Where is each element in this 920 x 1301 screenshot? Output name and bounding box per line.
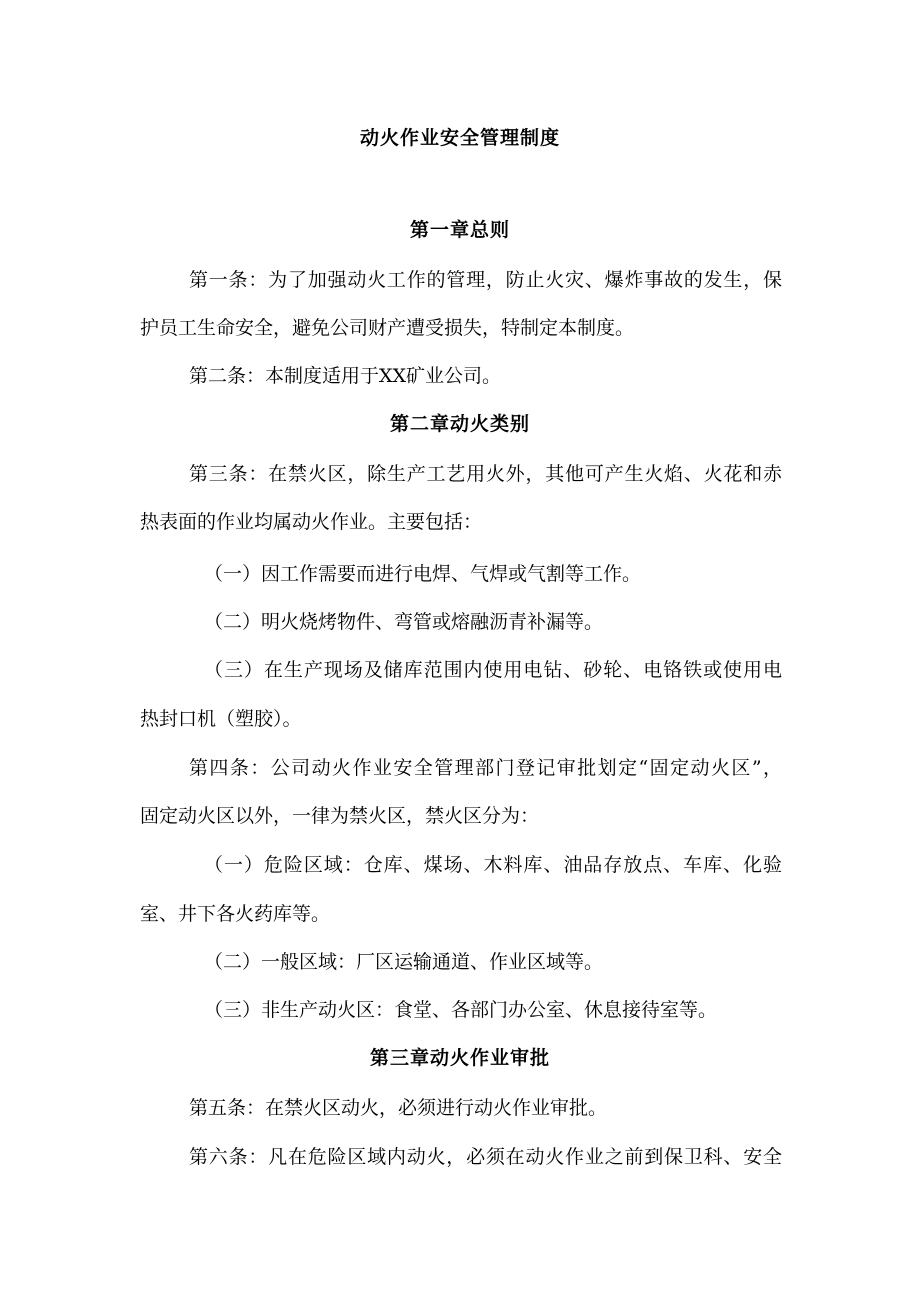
article-6-line-1: 第六条：凡在危险区域内动火，必须在动火作业之前到保卫科、安全 (189, 1146, 782, 1168)
document-title: 动火作业安全管理制度 (359, 127, 560, 149)
article-4-item-1-line-2: 室、井下各火药库等。 (140, 903, 331, 925)
article-4-item-2: （二）一般区域：厂区运输通道、作业区域等。 (204, 951, 604, 973)
article-4-line-2: 固定动火区以外，一律为禁火区，禁火区分为： (140, 805, 540, 827)
article-3-item-2: （二）明火烧烤物件、弯管或熔融沥青补漏等。 (204, 611, 604, 633)
article-4-item-1-line-1: （一）危险区域：仓库、煤场、木料库、油品存放点、车库、化验 (204, 854, 782, 876)
article-5: 第五条：在禁火区动火，必须进行动火作业审批。 (189, 1097, 608, 1119)
article-3-item-1: （一）因工作需要而进行电焊、气焊或气割等工作。 (204, 563, 642, 585)
chapter-heading-2: 第二章动火类别 (389, 413, 530, 435)
article-3-item-3-line-1: （三）在生产现场及储库范围内使用电钻、砂轮、电铬铁或使用电 (204, 659, 782, 681)
chapter-heading-1: 第一章总则 (409, 219, 510, 241)
chapter-heading-3: 第三章动火作业审批 (369, 1047, 550, 1069)
article-4-line-1: 第四条：公司动火作业安全管理部门登记审批划定“固定动火区”， (189, 757, 782, 779)
article-3-line-2: 热表面的作业均属动火作业。主要包括： (140, 511, 483, 533)
article-1-line-1: 第一条：为了加强动火工作的管理，防止火灾、爆炸事故的发生，保 (189, 269, 782, 291)
article-3-item-3-line-2: 热封口机（塑胶）。 (140, 708, 302, 730)
article-3-line-1: 第三条：在禁火区，除生产工艺用火外，其他可产生火焰、火花和赤 (189, 463, 782, 485)
article-2: 第二条：本制度适用于XX矿业公司。 (189, 365, 502, 387)
article-1-line-2: 护员工生命安全，避免公司财产遭受损失，特制定本制度。 (140, 317, 635, 339)
article-4-item-3: （三）非生产动火区：食堂、各部门办公室、休息接待室等。 (204, 999, 718, 1021)
